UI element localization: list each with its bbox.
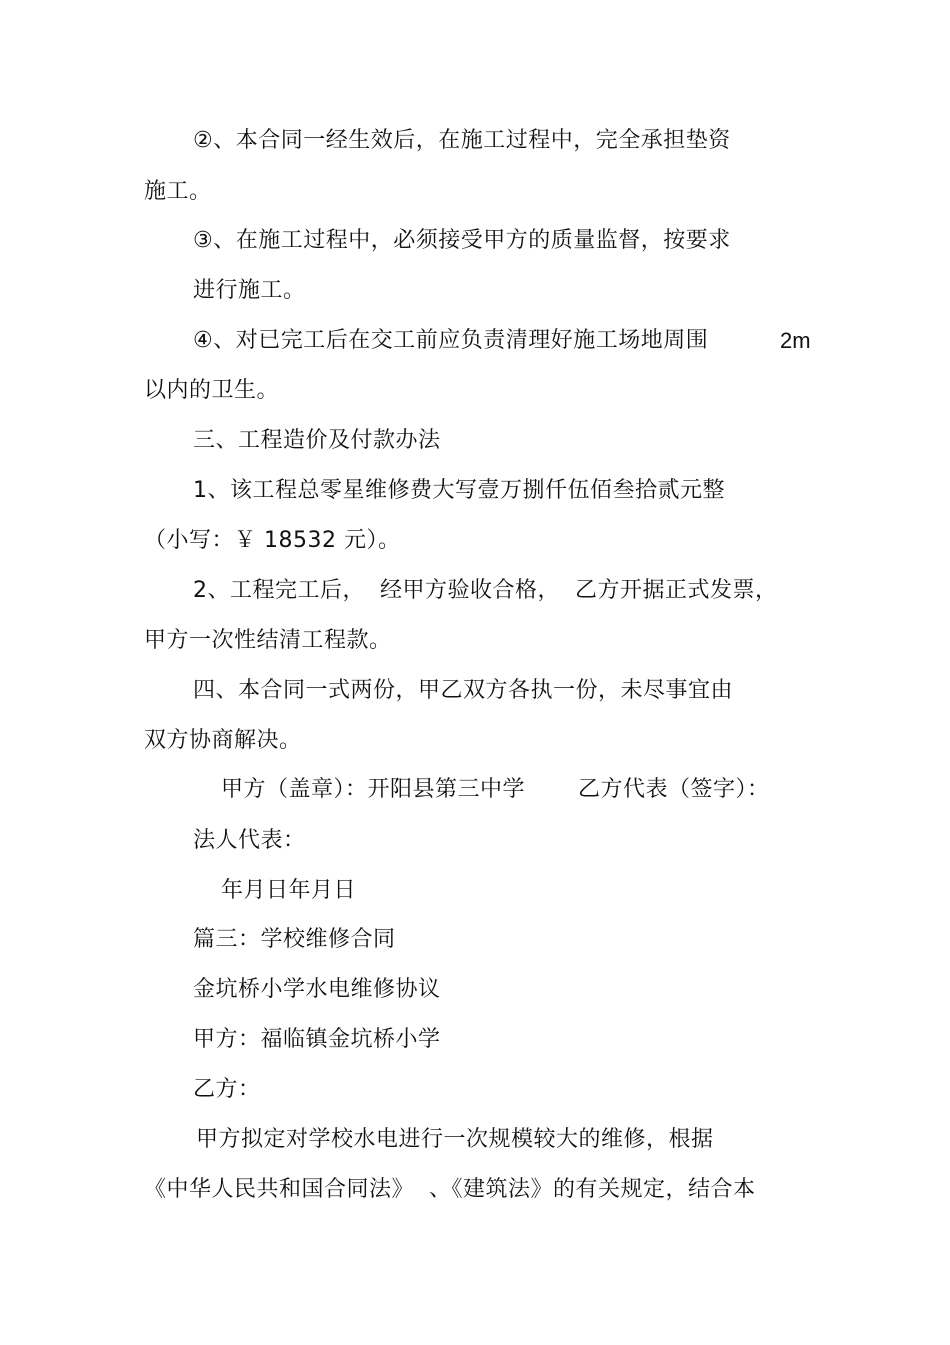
section-3-heading: 三、工程造价及付款办法 — [193, 428, 441, 453]
party-a-name: 甲方：福临镇金坑桥小学 — [193, 1027, 441, 1052]
legal-representative: 法人代表： — [193, 828, 306, 853]
party-a-seal: 甲方（盖章）：开阳县第三中学 — [221, 777, 526, 802]
payment-item-2-line-2: 甲方一次性结清工程款。 — [144, 628, 392, 653]
clause-4-line-1: ④、对已完工后在交工前应负责清理好施工场地周围 — [193, 328, 709, 353]
clause-2-line-1: ②、本合同一经生效后，在施工过程中，完全承担垫资 — [193, 128, 731, 153]
clause-4-distance: 2m — [780, 328, 811, 353]
preamble-line-2: 《中华人民共和国合同法》 、《建筑法》的有关规定，结合本 — [144, 1177, 756, 1202]
section-4-line-2: 双方协商解决。 — [144, 728, 302, 753]
agreement-title: 金坑桥小学水电维修协议 — [193, 977, 441, 1002]
section-4-line-1: 四、本合同一式两份，甲乙双方各执一份，未尽事宜由 — [193, 678, 734, 703]
preamble-line-1: 甲方拟定对学校水电进行一次规模较大的维修，根据 — [196, 1127, 714, 1152]
payment-item-1-line-1: 1、该工程总零星维修费大写壹万捌仟伍佰叁拾贰元整 — [193, 478, 725, 503]
clause-4-line-2: 以内的卫生。 — [144, 378, 280, 403]
date-line: 年月日年月日 — [221, 878, 357, 903]
party-b-label: 乙方： — [193, 1077, 261, 1102]
clause-3-line-1: ③、在施工过程中，必须接受甲方的质量监督，按要求 — [193, 228, 731, 253]
clause-2-line-2: 施工。 — [144, 179, 212, 204]
party-b-sign: 乙方代表（签字）： — [578, 777, 770, 802]
clause-3-line-2: 进行施工。 — [193, 278, 306, 303]
chapter-3-title: 篇三：学校维修合同 — [193, 927, 396, 952]
payment-item-2-line-1: 2、工程完工后， 经甲方验收合格， 乙方开据正式发票， — [193, 578, 778, 603]
payment-item-1-line-2: （小写：￥ 18532 元）。 — [144, 528, 401, 553]
